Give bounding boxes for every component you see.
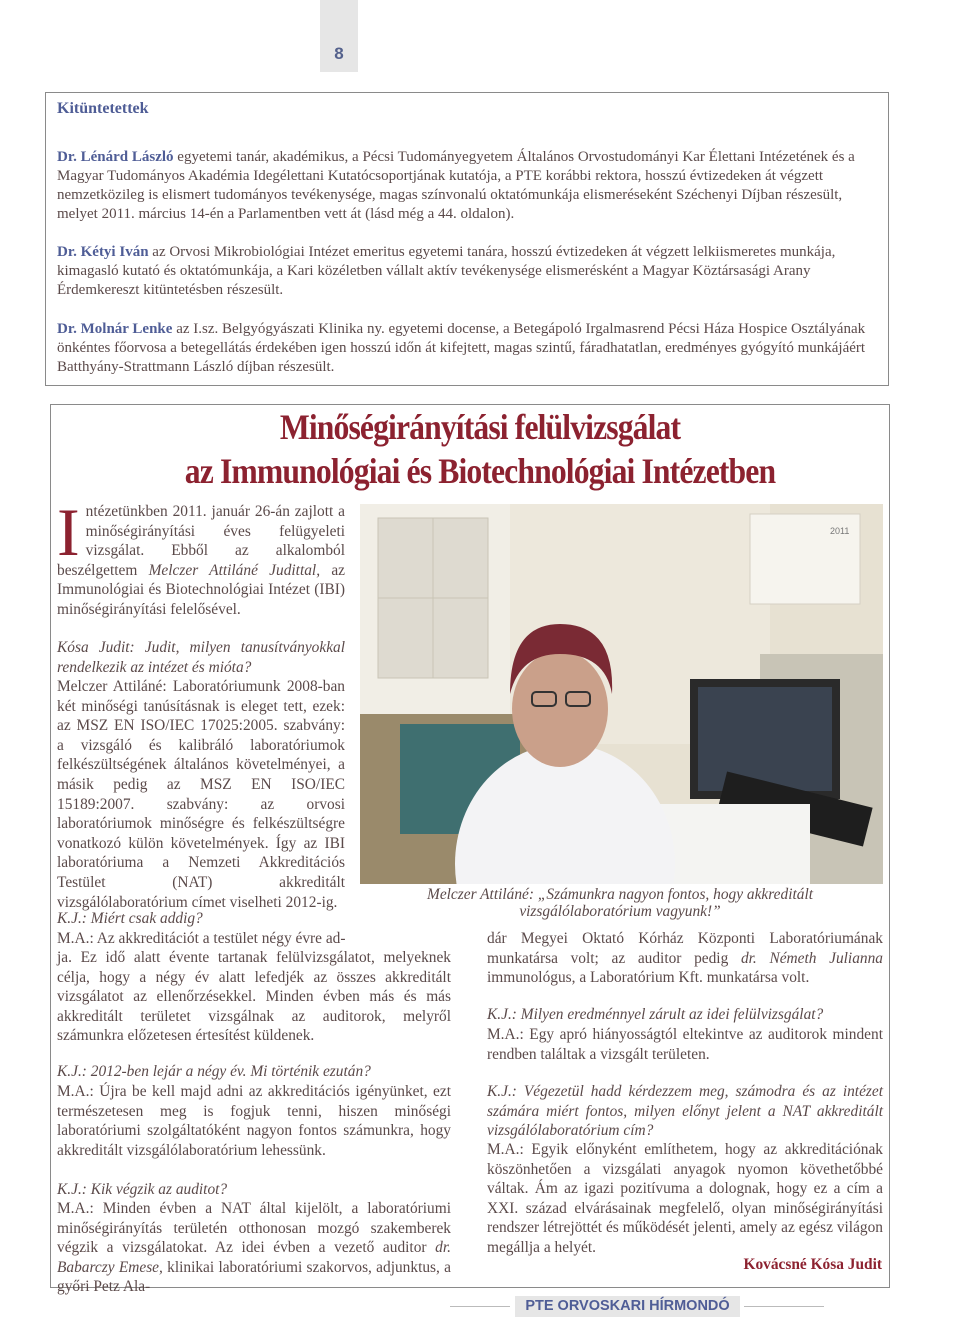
award-text: egyetemi tanár, akadémikus, a Pécsi Tudományegyetem Általános Orvostudományi Kar Élettani Intézetének és a Magyar Tudományos Akadémia Idegélettani Kutatócsoportjának kutatója, a PTE korábbi rektora, hosszú évtizedeken át végzett nemzetközileg is elismert tudományos tevékenysége, magas színvonalú oktatómunkája elismeréseként Széchenyi Díjban részesült, melyet 2011. március 14-én a Parlamentben vett át (lásd még a 44. oldalon). [57,149,855,222]
answer-5: M.A.: Egy apró hiányosságtól eltekintve az auditorok mindent rendben találtak a vizsgált területen. [487,1026,883,1063]
answer-2-start: M.A.: Az akkreditációt a testület négy évre ad- [57,930,346,947]
intro-text: ntézetünkben 2011. január 26-án zajlott a minőségirányítási éves felügyeleti vizsgálat. Ebből az alkalomból beszélgettem [57,503,345,579]
answer-2: ja. Ez idő alatt évente tartanak felülvizsgálatot, melyeknek célja, hogy a négy év alatt lefedjék az összes akkreditált vizsgálatot az ellenőrzésekkel. Minden évben más és más akkreditált területet vizsgálnak az auditorok, melyről számunkra előzetesen értesítést küldenek. [57,949,451,1045]
article-title-line2: az Immunológiai és Biotechnológiai Intézetben [184,451,776,491]
question-text: Kósa Judit: Judit, milyen tanusítványokkal rendelkezik az intézet és mióta? [57,639,345,676]
intro-text-end: az Immunológiai és Biotechnológiai Intézet (IBI) minőségirányítási felelősével. [57,561,345,618]
article-author: Kovácsné Kósa Judit [743,1256,882,1273]
answer-6: M.A.: Egyik előnyként említhetem, hogy az akkreditációnak köszönhetően a vizsgálati anyagok nyomon követhetőbbé váltak. Ám az igazi pozitívuma a dolognak, hogy ez a cím a XXI. század elvárásainak megfelelő, olyan minőségirányítási rendszer létrejöttét és működését jelenti, amely az egész világon megállja a helyét. [487,1141,883,1256]
photo-illustration [360,504,883,884]
question-text: K.J.: Miért csak addig? [57,910,203,927]
answer-text-end: klinikai laboratóriumi szakorvos, adjunktus, a győri Petz Ala- [57,1258,451,1296]
question-1 [57,638,345,677]
footer-publication-name: PTE ORVOSKARI HÍRMONDÓ [515,1296,740,1317]
question-6 [487,1082,883,1141]
award-name: Dr. Lénárd László [57,149,174,165]
answer-text-end: immunológus, a Laboratórium Kft. munkatársa volt. [487,969,810,987]
intro-interviewee: Melczer Attiláné Judittal, [148,561,321,579]
article-intro [57,494,345,620]
auditor-name: dr. Németh Julianna [740,949,883,967]
award-name: Dr. Molnár Lenke [57,321,173,337]
award-paragraph-ketyi [57,243,883,300]
photo-caption [360,886,880,920]
caption-line-2: vizsgálólaboratórium vagyunk!” [519,903,721,920]
drop-cap: I [57,494,80,570]
answer-1: Melczer Attiláné: Laboratóriumunk 2008-ban két minőségi tanúsításnak is eleget tett, ezek: az MSZ EN ISO/IEC 17025:2005. szabvány: a vizsgáló és kalibráló laboratóriumok felkészültségének általános követelményei, a másik pedig az MSZ EN ISO/IEC 15189:2007. szabvány: az orvosi laboratóriumok minőségre és felkészültségre vonatkozó külön követelmények. Így az IBI laboratóriuma a Nemzeti Akkreditációs Testület (NAT) akkreditált vizsgálólaboratórium címet viselheti 2012-ig. [57,678,345,911]
question-text: K.J.: Kik végzik az auditot? [57,1181,228,1198]
interview-photo [360,504,883,884]
awards-box [45,92,889,386]
award-paragraph-lenard [57,148,883,224]
wall-calendar-label: 2011 [830,526,850,536]
question-5 [487,1005,883,1025]
question-text: K.J.: 2012-ben lejár a négy év. Mi történik ezután? [57,1063,371,1080]
answer-3: M.A.: Újra be kell majd adni az akkreditációs igényünket, ezt természetesen meg is fogjuk tenni, hiszen minőségi laboratóriumi szolgáltatóként nagyon fontos számunkra, hogy akkreditált vizsgálólaboratórium lehessünk. [57,1083,451,1159]
answer-text: M.A.: Minden évben a NAT által kijelölt, a laboratóriumi minőségirányítás területén otthonosan mozgó szakemberek végzik a vizsgálatokat. Az idei évben a vezető auditor [57,1200,451,1257]
answer-text: dár Megyei Oktató Kórház Központi Laboratóriumának munkatársa volt; az auditor pedig [487,930,883,967]
caption-line-1: Melczer Attiláné: „Számunkra nagyon fontos, hogy akkreditált [427,886,813,903]
footer-rule-left [450,1306,510,1307]
question-2 [57,909,345,929]
footer-rule-right [744,1306,824,1307]
award-text: az I.sz. Belgyógyászati Klinika ny. egyetemi docense, a Betegápoló Irgalmasrend Pécsi Háza Hospice Osztályának önkéntes főorvosa a betegellátás érdekében igen hosszú időn át kifejtett, magas szintű, fáradhatatlan, eredményes gyógyító munkájáért Batthyány-Strattmann László díjban részesült. [57,321,866,375]
auditor-name: dr. Babarczy Emese, [57,1239,451,1276]
question-text: K.J.: Végezetül hadd kérdezzem meg, számodra és az intézet számára miért fontos, milyen előnyt jelent a NAT akkreditált vizsgálólaboratórium cím? [487,1083,883,1140]
award-paragraph-molnar [57,320,883,377]
page-number: 8 [334,44,344,63]
award-name: Dr. Kétyi Iván [57,244,149,260]
article-title-line1: Minőségirányítási felülvizsgálat [279,407,681,447]
question-text: K.J.: Milyen eredménnyel zárult az idei felülvizsgálat? [487,1006,824,1023]
answer-4-continued [487,929,883,988]
award-text: az Orvosi Mikrobiológiai Intézet emeritus egyetemi tanára, hosszú évtizedeken át végzett lelkiismeretes munkája, kimagasló kutató és oktatómunkája, a Kari közéletben vállalt aktív tevékenysége elismerésként a Magyar Köztársasági Arany Érdemkereszt kitüntetésben részesült. [57,244,836,298]
question-4 [57,1180,451,1200]
awards-heading: Kitüntetettek [57,100,149,117]
question-3 [57,1062,451,1082]
answer-4 [57,1199,451,1297]
